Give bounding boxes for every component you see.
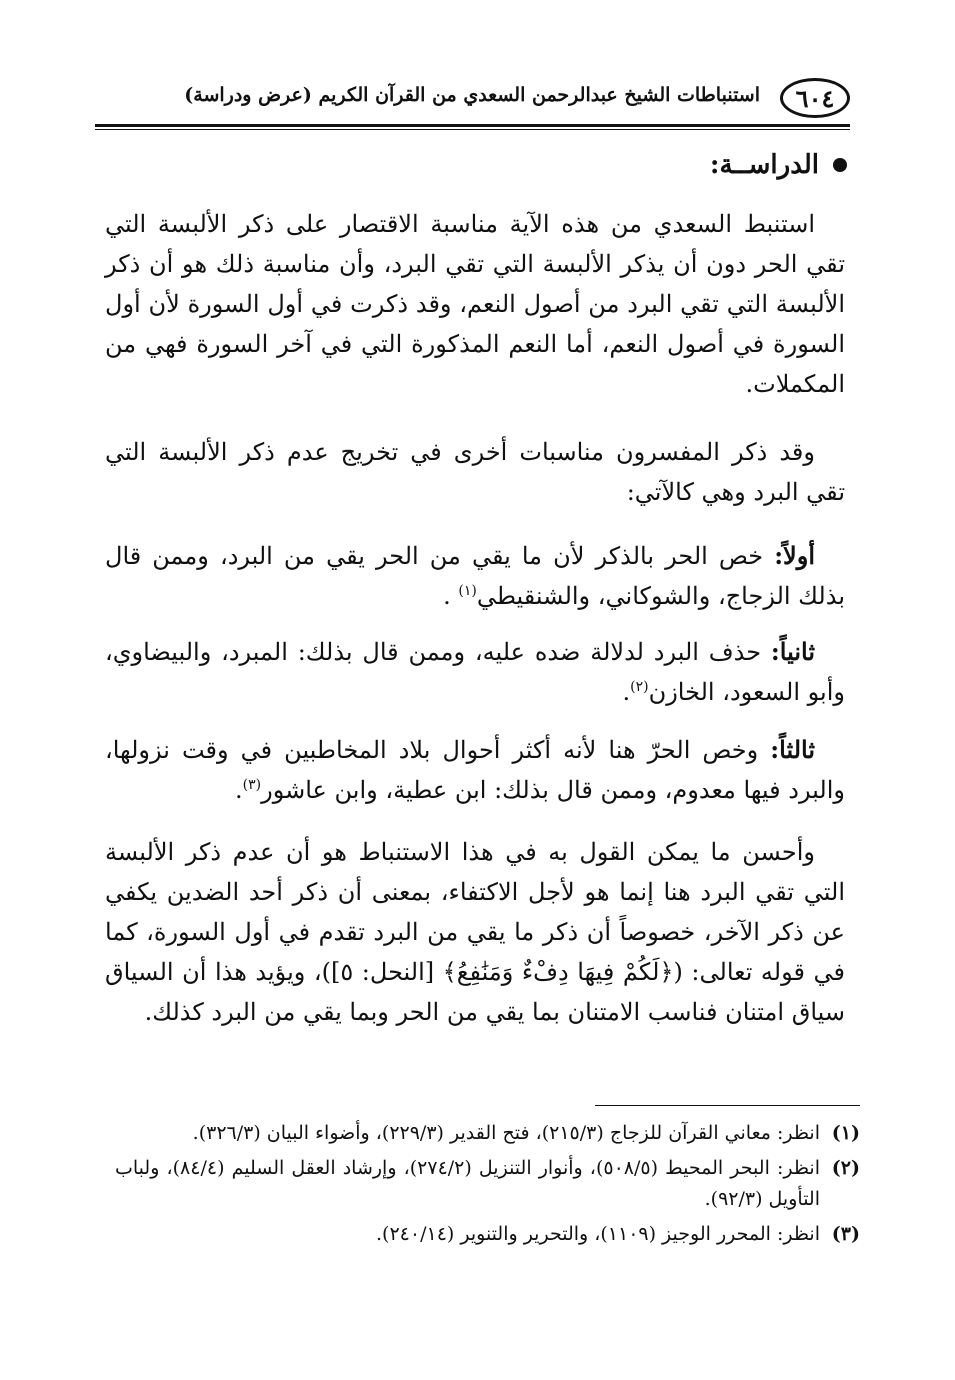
paragraph-4-text	[105, 632, 845, 712]
section-heading	[710, 150, 847, 180]
footnote-2	[115, 1153, 860, 1215]
second-point-text: حذف البرد لدلالة ضده عليه، وممن قال بذلك: المبرد، والبيضاوي، وأبو السعود، الخازن	[105, 638, 845, 706]
first-point-label: أولاً:	[774, 541, 815, 570]
footnote-separator	[595, 1105, 860, 1106]
page-number: ٦٠٤	[780, 78, 850, 118]
paragraph-2-text: وقد ذكر المفسرون مناسبات أخرى في تخريج عدم ذكر الألبسة التي تقي البرد وهي كالآتي:	[105, 438, 845, 506]
paragraph-third-point	[105, 730, 845, 810]
paragraph-6-text: وأحسن ما يمكن القول به في هذا الاستنباط هو أن عدم ذكر الألبسة التي تقي البرد هنا إنما هو لأجل الاكتفاء، بمعنى أن ذكر أحد الضدين يكفي عن ذكر الآخر، خصوصاً أن ذكر ما يقي من البرد تقدم في أول السورة، كما في قوله تعالى: (﴿لَكُمْ فِيهَا دِفْءٌ وَمَنَٰفِعُ﴾ [النحل: ٥])، ويؤيد هذا أن السياق سياق امتنان فناسب الامتنان بما يقي من الحر وبما يقي من البرد كذلك.	[105, 838, 845, 1026]
footnotes	[115, 1118, 860, 1254]
paragraph-5-text	[105, 730, 845, 810]
paragraph-1	[105, 204, 845, 404]
footnote-1-text: انظر: معاني القرآن للزجاج (٢١٥/٣)، فتح القدير (٢٢٩/٣)، وأضواء البيان (٣٢٦/٣).	[192, 1122, 820, 1144]
second-point-label: ثانياً:	[770, 637, 815, 666]
first-point-end: .	[443, 582, 459, 610]
bullet-icon	[833, 158, 847, 172]
footnote-3-text: انظر: المحرر الوجيز (١١٠٩)، والتحرير والتنوير (٢٤٠/١٤).	[376, 1223, 820, 1245]
footnote-2-text: انظر: البحر المحيط (٥٠٨/٥)، وأنوار التنزيل (٢٧٤/٢)، وإرشاد العقل السليم (٨٤/٤)، ولباب التأويل (٩٢/٣).	[115, 1157, 820, 1210]
paragraph-3-text	[105, 536, 845, 616]
header-rule-thick	[95, 124, 850, 127]
paragraph-first-point	[105, 536, 845, 616]
header-rule-thin	[95, 129, 850, 130]
third-point-label: ثالثاً:	[770, 735, 815, 764]
footnote-3	[115, 1219, 860, 1250]
footnote-ref-3: (٣)	[242, 777, 262, 793]
footnote-1	[115, 1118, 860, 1149]
section-heading-text: الدراســة:	[709, 150, 819, 180]
third-point-text: وخص الحرّ هنا لأنه أكثر أحوال بلاد المخاطبين في وقت نزولها، والبرد فيها معدوم، وممن قال بذلك: ابن عطية، وابن عاشور	[105, 736, 845, 804]
third-point-end: .	[235, 776, 243, 804]
footnote-3-number: (٣)	[831, 1223, 860, 1245]
paragraph-2	[105, 432, 845, 512]
footnote-ref-1: (١)	[458, 583, 477, 599]
paragraph-second-point	[105, 632, 845, 712]
page-header	[95, 74, 850, 124]
footnote-2-number: (٢)	[831, 1157, 860, 1179]
footnote-ref-2: (٢)	[630, 679, 649, 695]
second-point-end: .	[622, 678, 631, 706]
footnote-1-number: (١)	[831, 1122, 860, 1144]
running-title: استنباطات الشيخ عبدالرحمن السعدي من القرآن الكريم (عرض ودراسة)	[184, 84, 760, 106]
paragraph-conclusion	[105, 832, 845, 1032]
paragraph-1-text: استنبط السعدي من هذه الآية مناسبة الاقتصار على ذكر الألبسة التي تقي الحر دون أن يذكر الألبسة التي تقي البرد، وأن مناسبة ذلك هو أن ذكر الألبسة التي تقي البرد من أصول النعم، وقد ذكرت في أول السورة لأن أول السورة في أصول النعم، أما النعم المذكورة التي في آخر السورة فهي من المكملات.	[105, 210, 845, 398]
first-point-text: خص الحر بالذكر لأن ما يقي من الحر يقي من البرد، وممن قال بذلك الزجاج، والشوكاني، والشنقيطي	[105, 542, 845, 610]
